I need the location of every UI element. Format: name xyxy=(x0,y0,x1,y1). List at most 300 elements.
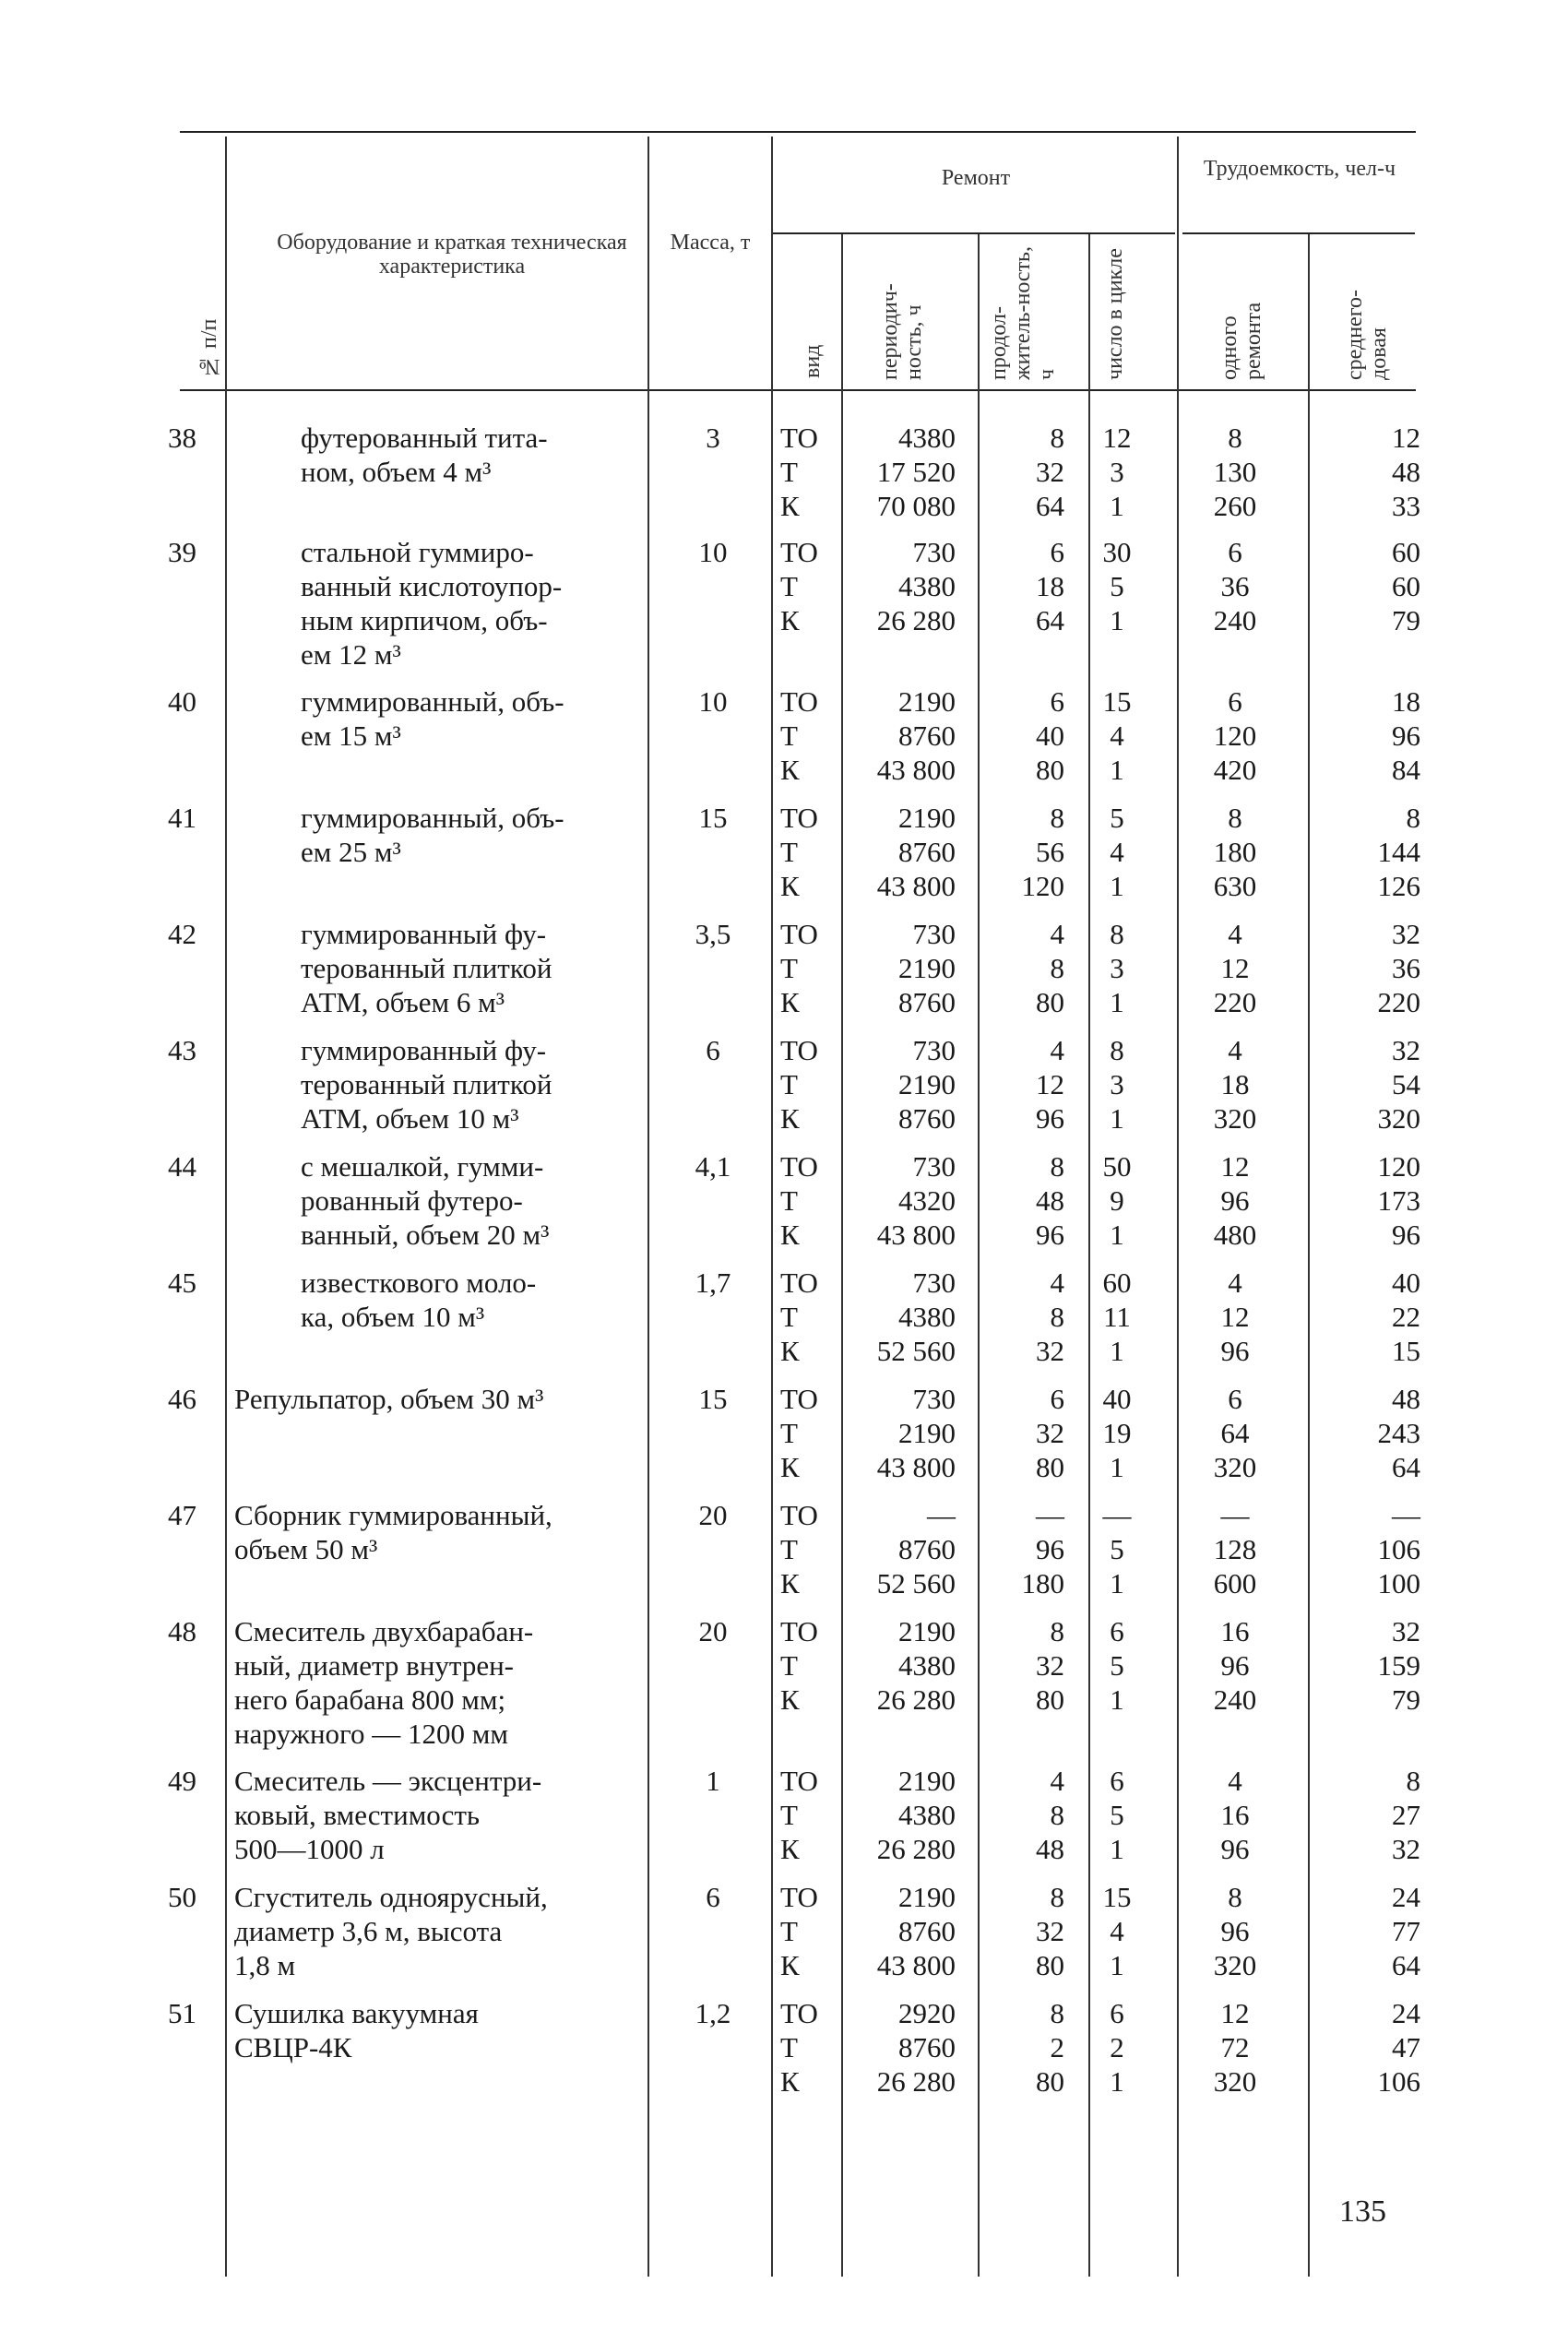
cycle-count xyxy=(1079,801,1155,903)
cycle-count xyxy=(1079,421,1155,523)
repair-type-entry: ТО xyxy=(780,1997,818,2029)
duration-entry: 96 xyxy=(1036,1219,1064,1251)
labor-one-repair-entry: 4 xyxy=(1228,918,1242,950)
col-divider-num xyxy=(225,137,227,2277)
repair-type xyxy=(780,1382,845,1484)
equipment-description xyxy=(301,684,633,753)
labor-avg-annual-entry: 33 xyxy=(1392,490,1420,522)
cycle-count-entry: 1 xyxy=(1110,754,1124,786)
cycle-count-entry: 6 xyxy=(1110,1997,1124,2029)
equipment-description xyxy=(234,1880,633,1982)
mass-value: 3,5 xyxy=(695,918,731,950)
row-number: 45 xyxy=(168,1267,196,1299)
duration-entry: 6 xyxy=(1050,536,1064,568)
mass-value: 15 xyxy=(698,802,728,834)
duration-entry: 32 xyxy=(1036,1915,1064,1947)
repair-type xyxy=(780,421,845,523)
description-line: гуммированный фу- xyxy=(301,918,547,950)
duration-entry: 8 xyxy=(1050,1150,1064,1183)
labor-avg-annual xyxy=(1310,801,1420,903)
duration xyxy=(968,1880,1064,1982)
periodicity-entry: 26 280 xyxy=(876,2065,956,2098)
labor-avg-annual-entry: 40 xyxy=(1392,1267,1420,1299)
repair-type-entry: ТО xyxy=(780,536,818,568)
duration-entry: 4 xyxy=(1050,1034,1064,1066)
duration xyxy=(968,1033,1064,1136)
header-repair: Ремонт xyxy=(941,166,1011,190)
duration-entry: 96 xyxy=(1036,1102,1064,1135)
labor-avg-annual-entry: 144 xyxy=(1377,836,1420,868)
repair-type-entry: ТО xyxy=(780,1881,818,1913)
cycle-count-entry: 8 xyxy=(1110,918,1124,950)
periodicity-entry: 70 080 xyxy=(876,490,956,522)
labor-avg-annual xyxy=(1310,684,1420,787)
repair-type-entry: Т xyxy=(780,1068,798,1100)
labor-avg-annual-entry: 79 xyxy=(1392,1683,1420,1716)
equipment-description xyxy=(301,1149,633,1252)
description-line: футерованный тита- xyxy=(301,422,548,454)
periodicity-entry: 4320 xyxy=(898,1184,956,1217)
repair-type-entry: Т xyxy=(780,1649,798,1682)
repair-type xyxy=(780,1764,845,1866)
repair-type-entry: ТО xyxy=(780,1034,818,1066)
equipment-description xyxy=(301,917,633,1019)
cycle-count-entry: 4 xyxy=(1110,836,1124,868)
labor-one-repair xyxy=(1173,1149,1297,1252)
description-line: ка, объем 10 м³ xyxy=(301,1301,485,1333)
labor-one-repair-entry: 96 xyxy=(1220,1184,1250,1217)
labor-one-repair xyxy=(1173,917,1297,1019)
header-one: одного ремонта xyxy=(1218,302,1265,380)
description-line: ковый, вместимость xyxy=(234,1799,481,1831)
repair-type xyxy=(780,684,845,787)
periodicity xyxy=(841,535,956,637)
duration-entry: 32 xyxy=(1036,1649,1064,1682)
periodicity xyxy=(841,917,956,1019)
labor-one-repair-entry: 12 xyxy=(1220,952,1250,984)
cycle-count xyxy=(1079,684,1155,787)
periodicity-entry: 2920 xyxy=(898,1997,956,2029)
labor-one-repair-entry: 220 xyxy=(1213,986,1257,1018)
labor-one-repair xyxy=(1173,535,1297,637)
periodicity-entry: 8760 xyxy=(898,986,956,1018)
periodicity-entry: 4380 xyxy=(898,1301,956,1333)
description-line: ным кирпичом, объ- xyxy=(301,604,548,636)
duration xyxy=(968,1149,1064,1252)
cycle-count-entry: 3 xyxy=(1110,1068,1124,1100)
labor-one-repair-entry: 6 xyxy=(1228,1383,1242,1415)
equipment-description xyxy=(301,1266,633,1334)
repair-type-entry: ТО xyxy=(780,1267,818,1299)
labor-one-repair-entry: 18 xyxy=(1220,1068,1250,1100)
repair-type-entry: К xyxy=(780,986,800,1018)
description-line: с мешалкой, гумми- xyxy=(301,1150,544,1183)
labor-one-repair-entry: 4 xyxy=(1228,1034,1242,1066)
labor-avg-annual-entry: 96 xyxy=(1392,1219,1420,1251)
labor-one-repair-entry: 240 xyxy=(1213,604,1257,636)
periodicity-entry: 4380 xyxy=(898,570,956,602)
periodicity-entry: 43 800 xyxy=(876,754,956,786)
periodicity xyxy=(841,1880,956,1982)
labor-one-repair-entry: 180 xyxy=(1213,836,1257,868)
labor-avg-annual-entry: 32 xyxy=(1392,1833,1420,1865)
periodicity-entry: 730 xyxy=(912,1383,956,1415)
labor-one-repair-entry: 420 xyxy=(1213,754,1257,786)
duration xyxy=(968,1764,1064,1866)
description-line: Репульпатор, объем 30 м³ xyxy=(234,1383,544,1415)
description-line: рованный футеро- xyxy=(301,1184,523,1217)
periodicity-entry: 2190 xyxy=(898,685,956,718)
labor-avg-annual-entry: 173 xyxy=(1377,1184,1420,1217)
header-mid-rule-labor xyxy=(1182,232,1415,234)
labor-avg-annual-entry: 106 xyxy=(1377,2065,1420,2098)
duration-entry: 120 xyxy=(1021,870,1064,902)
labor-avg-annual-entry: 8 xyxy=(1406,1765,1420,1797)
labor-one-repair-entry: 4 xyxy=(1228,1765,1242,1797)
mass-value: 10 xyxy=(698,536,728,568)
duration-entry: 56 xyxy=(1036,836,1064,868)
labor-avg-annual-entry: 32 xyxy=(1392,918,1420,950)
labor-avg-annual-entry: 64 xyxy=(1392,1451,1420,1483)
labor-avg-annual-entry: 48 xyxy=(1392,456,1420,488)
repair-type-entry: ТО xyxy=(780,422,818,454)
header-bottom-rule xyxy=(180,389,1416,391)
duration xyxy=(968,421,1064,523)
labor-one-repair xyxy=(1173,421,1297,523)
duration xyxy=(968,801,1064,903)
periodicity xyxy=(841,1764,956,1866)
header-vid: вид xyxy=(801,344,825,378)
duration xyxy=(968,1266,1064,1368)
periodicity xyxy=(841,1498,956,1600)
duration-entry: 4 xyxy=(1050,1267,1064,1299)
repair-type xyxy=(780,1266,845,1368)
cycle-count-entry: 8 xyxy=(1110,1034,1124,1066)
mass-value: 10 xyxy=(698,685,728,718)
labor-avg-annual xyxy=(1310,1614,1420,1717)
repair-type-entry: Т xyxy=(780,720,798,752)
repair-type-entry: К xyxy=(780,1683,800,1716)
cycle-count-entry: 6 xyxy=(1110,1765,1124,1797)
labor-avg-annual-entry: 77 xyxy=(1392,1915,1420,1947)
duration-entry: 80 xyxy=(1036,754,1064,786)
labor-avg-annual-entry: 8 xyxy=(1406,802,1420,834)
labor-avg-annual-entry: 159 xyxy=(1377,1649,1420,1682)
labor-avg-annual-entry: 54 xyxy=(1392,1068,1420,1100)
description-line: него барабана 800 мм; xyxy=(234,1683,506,1716)
duration-entry: 4 xyxy=(1050,918,1064,950)
labor-avg-annual-entry: 36 xyxy=(1392,952,1420,984)
description-line: Сгуститель одноярусный, xyxy=(234,1881,548,1913)
periodicity-entry: 8760 xyxy=(898,836,956,868)
labor-one-repair-entry: 8 xyxy=(1228,1881,1242,1913)
duration-entry: 18 xyxy=(1036,570,1064,602)
labor-avg-annual xyxy=(1310,1266,1420,1368)
cycle-count-entry: 2 xyxy=(1110,2031,1124,2063)
labor-avg-annual xyxy=(1310,917,1420,1019)
cycle-count-entry: 1 xyxy=(1110,1949,1124,1981)
labor-one-repair xyxy=(1173,1498,1297,1600)
periodicity xyxy=(841,1382,956,1484)
labor-avg-annual-entry: — xyxy=(1392,1499,1420,1531)
periodicity-entry: 2190 xyxy=(898,1881,956,1913)
duration-entry: 8 xyxy=(1050,1615,1064,1647)
cycle-count-entry: 15 xyxy=(1102,685,1132,718)
col-divider-mass xyxy=(771,137,773,2277)
periodicity-entry: 730 xyxy=(912,1150,956,1183)
periodicity-entry: 2190 xyxy=(898,1765,956,1797)
cycle-count-entry: 3 xyxy=(1110,456,1124,488)
cycle-count-entry: 60 xyxy=(1102,1267,1132,1299)
labor-avg-annual xyxy=(1310,1149,1420,1252)
labor-one-repair-entry: 96 xyxy=(1220,1335,1250,1367)
labor-one-repair-entry: 36 xyxy=(1220,570,1250,602)
labor-one-repair-entry: 320 xyxy=(1213,1451,1257,1483)
duration-entry: 8 xyxy=(1050,1881,1064,1913)
repair-type-entry: Т xyxy=(780,1915,798,1947)
cycle-count-entry: 1 xyxy=(1110,1219,1124,1251)
labor-one-repair-entry: 12 xyxy=(1220,1301,1250,1333)
duration xyxy=(968,1382,1064,1484)
labor-avg-annual-entry: 48 xyxy=(1392,1383,1420,1415)
duration-entry: 32 xyxy=(1036,1417,1064,1449)
repair-type-entry: Т xyxy=(780,2031,798,2063)
col-divider-equipment xyxy=(647,137,649,2277)
description-line: ем 12 м³ xyxy=(301,638,401,671)
repair-type xyxy=(780,801,845,903)
duration xyxy=(968,535,1064,637)
duration xyxy=(968,1614,1064,1717)
periodicity-entry: 43 800 xyxy=(876,1219,956,1251)
labor-avg-annual-entry: 96 xyxy=(1392,720,1420,752)
labor-avg-annual-entry: 15 xyxy=(1392,1335,1420,1367)
duration-entry: 96 xyxy=(1036,1533,1064,1565)
labor-avg-annual-entry: 243 xyxy=(1377,1417,1420,1449)
cycle-count xyxy=(1079,1033,1155,1136)
cycle-count-entry: 40 xyxy=(1102,1383,1132,1415)
duration-entry: 8 xyxy=(1050,802,1064,834)
cycle-count-entry: 4 xyxy=(1110,720,1124,752)
labor-avg-annual xyxy=(1310,1498,1420,1600)
labor-avg-annual-entry: 126 xyxy=(1377,870,1420,902)
duration-entry: 48 xyxy=(1036,1184,1064,1217)
repair-type-entry: ТО xyxy=(780,802,818,834)
labor-one-repair-entry: 6 xyxy=(1228,536,1242,568)
duration-entry: 8 xyxy=(1050,1301,1064,1333)
row-number: 38 xyxy=(168,422,196,454)
periodicity xyxy=(841,1614,956,1717)
description-line: АТМ, объем 6 м³ xyxy=(301,986,505,1018)
labor-one-repair-entry: 600 xyxy=(1213,1567,1257,1600)
labor-one-repair xyxy=(1173,1614,1297,1717)
labor-one-repair-entry: 64 xyxy=(1220,1417,1250,1449)
labor-one-repair-entry: 240 xyxy=(1213,1683,1257,1716)
labor-avg-annual-entry: 12 xyxy=(1392,422,1420,454)
repair-type-entry: К xyxy=(780,1567,800,1600)
repair-type xyxy=(780,1033,845,1136)
cycle-count xyxy=(1079,1614,1155,1717)
repair-type-entry: Т xyxy=(780,456,798,488)
labor-one-repair-entry: 480 xyxy=(1213,1219,1257,1251)
labor-avg-annual-entry: 27 xyxy=(1392,1799,1420,1831)
duration-entry: — xyxy=(1036,1499,1064,1531)
duration-entry: 48 xyxy=(1036,1833,1064,1865)
equipment-description xyxy=(301,1033,633,1136)
page-number: 135 xyxy=(1339,2194,1386,2229)
row-number: 46 xyxy=(168,1383,196,1415)
description-line: ванный, объем 20 м³ xyxy=(301,1219,550,1251)
repair-type xyxy=(780,1880,845,1982)
cycle-count-entry: 4 xyxy=(1110,1915,1124,1947)
cycle-count xyxy=(1079,917,1155,1019)
row-number: 47 xyxy=(168,1499,196,1531)
periodicity-entry: 8760 xyxy=(898,1533,956,1565)
duration-entry: 8 xyxy=(1050,1997,1064,2029)
cycle-count-entry: 30 xyxy=(1102,536,1132,568)
cycle-count-entry: 5 xyxy=(1110,1533,1124,1565)
description-line: Сборник гуммированный, xyxy=(234,1499,552,1531)
description-line: гуммированный, объ- xyxy=(301,802,564,834)
duration-entry: 32 xyxy=(1036,456,1064,488)
repair-type-entry: К xyxy=(780,870,800,902)
cycle-count xyxy=(1079,1149,1155,1252)
repair-type-entry: ТО xyxy=(780,1150,818,1183)
periodicity-entry: 730 xyxy=(912,918,956,950)
periodicity-entry: 26 280 xyxy=(876,604,956,636)
labor-one-repair-entry: 96 xyxy=(1220,1833,1250,1865)
periodicity-entry: 4380 xyxy=(898,1799,956,1831)
cycle-count-entry: 1 xyxy=(1110,604,1124,636)
repair-type-entry: К xyxy=(780,754,800,786)
cycle-count xyxy=(1079,1266,1155,1368)
description-line: ном, объем 4 м³ xyxy=(301,456,492,488)
row-number: 43 xyxy=(168,1034,196,1066)
repair-type-entry: К xyxy=(780,604,800,636)
labor-avg-annual-entry: 32 xyxy=(1392,1034,1420,1066)
periodicity xyxy=(841,421,956,523)
labor-one-repair-entry: 16 xyxy=(1220,1615,1250,1647)
repair-type-entry: ТО xyxy=(780,685,818,718)
periodicity-entry: 43 800 xyxy=(876,1451,956,1483)
equipment-description xyxy=(234,1764,633,1866)
labor-one-repair-entry: 12 xyxy=(1220,1150,1250,1183)
cycle-count-entry: 1 xyxy=(1110,1335,1124,1367)
labor-one-repair-entry: 320 xyxy=(1213,2065,1257,2098)
duration-entry: 32 xyxy=(1036,1335,1064,1367)
repair-type-entry: Т xyxy=(780,836,798,868)
labor-avg-annual-entry: 120 xyxy=(1377,1150,1420,1183)
labor-one-repair-entry: 8 xyxy=(1228,422,1242,454)
equipment-description xyxy=(234,1996,633,2064)
labor-avg-annual xyxy=(1310,1382,1420,1484)
repair-type-entry: К xyxy=(780,1219,800,1251)
duration-entry: 80 xyxy=(1036,2065,1064,2098)
duration-entry: 64 xyxy=(1036,604,1064,636)
description-line: наружного — 1200 мм xyxy=(234,1718,508,1750)
row-number: 50 xyxy=(168,1881,196,1913)
repair-type-entry: К xyxy=(780,1833,800,1865)
repair-type-entry: Т xyxy=(780,1799,798,1831)
duration-entry: 8 xyxy=(1050,1799,1064,1831)
duration-entry: 64 xyxy=(1036,490,1064,522)
description-line: 500—1000 л xyxy=(234,1833,385,1865)
cycle-count xyxy=(1079,1382,1155,1484)
cycle-count-entry: 1 xyxy=(1110,1683,1124,1716)
labor-avg-annual xyxy=(1310,1764,1420,1866)
repair-type-entry: ТО xyxy=(780,1383,818,1415)
mass-value: 1,2 xyxy=(695,1997,731,2029)
labor-one-repair-entry: 4 xyxy=(1228,1267,1242,1299)
cycle-count-entry: 1 xyxy=(1110,1451,1124,1483)
periodicity-entry: 730 xyxy=(912,1034,956,1066)
labor-one-repair-entry: 8 xyxy=(1228,802,1242,834)
header-count: число в цикле xyxy=(1103,248,1127,380)
duration-entry: 8 xyxy=(1050,952,1064,984)
equipment-description xyxy=(301,421,633,489)
periodicity-entry: 17 520 xyxy=(876,456,956,488)
row-number: 48 xyxy=(168,1615,196,1647)
labor-avg-annual-entry: 22 xyxy=(1392,1301,1420,1333)
duration-entry: 8 xyxy=(1050,422,1064,454)
repair-type-entry: К xyxy=(780,1949,800,1981)
cycle-count-entry: 1 xyxy=(1110,870,1124,902)
labor-avg-annual-entry: 32 xyxy=(1392,1615,1420,1647)
mass-value: 20 xyxy=(698,1615,728,1647)
labor-one-repair xyxy=(1173,1266,1297,1368)
cycle-count-entry: 1 xyxy=(1110,2065,1124,2098)
labor-avg-annual-entry: 320 xyxy=(1377,1102,1420,1135)
row-number: 41 xyxy=(168,802,196,834)
cycle-count-entry: 5 xyxy=(1110,802,1124,834)
repair-type-entry: ТО xyxy=(780,1765,818,1797)
labor-one-repair-entry: 320 xyxy=(1213,1102,1257,1135)
labor-one-repair xyxy=(1173,1382,1297,1484)
labor-avg-annual-entry: 18 xyxy=(1392,685,1420,718)
repair-type-entry: Т xyxy=(780,1184,798,1217)
periodicity-entry: 26 280 xyxy=(876,1833,956,1865)
periodicity-entry: 4380 xyxy=(898,1649,956,1682)
labor-avg-annual-entry: 79 xyxy=(1392,604,1420,636)
labor-avg-annual-entry: 106 xyxy=(1377,1533,1420,1565)
cycle-count-entry: 1 xyxy=(1110,1102,1124,1135)
labor-avg-annual-entry: 100 xyxy=(1377,1567,1420,1600)
labor-avg-annual-entry: 47 xyxy=(1392,2031,1420,2063)
repair-type xyxy=(780,535,845,637)
duration-entry: 80 xyxy=(1036,1451,1064,1483)
periodicity-entry: 2190 xyxy=(898,952,956,984)
labor-avg-annual-entry: 220 xyxy=(1377,986,1420,1018)
labor-one-repair xyxy=(1173,1880,1297,1982)
labor-avg-annual xyxy=(1310,421,1420,523)
periodicity xyxy=(841,801,956,903)
description-line: известкового моло- xyxy=(301,1267,537,1299)
repair-type-entry: К xyxy=(780,2065,800,2098)
duration xyxy=(968,1996,1064,2099)
cycle-count-entry: 1 xyxy=(1110,490,1124,522)
periodicity-entry: 730 xyxy=(912,1267,956,1299)
repair-type-entry: Т xyxy=(780,1417,798,1449)
description-line: стальной гуммиро- xyxy=(301,536,534,568)
row-number: 44 xyxy=(168,1150,196,1183)
description-line: диаметр 3,6 м, высота xyxy=(234,1915,503,1947)
header-equipment: Оборудование и краткая техническая характеристика xyxy=(277,231,627,279)
duration-entry: 80 xyxy=(1036,986,1064,1018)
mass-value: 3 xyxy=(706,422,720,454)
description-line: Смеситель двухбарабан- xyxy=(234,1615,534,1647)
labor-avg-annual-entry: 24 xyxy=(1392,1997,1420,2029)
periodicity xyxy=(841,1996,956,2099)
periodicity-entry: 2190 xyxy=(898,802,956,834)
